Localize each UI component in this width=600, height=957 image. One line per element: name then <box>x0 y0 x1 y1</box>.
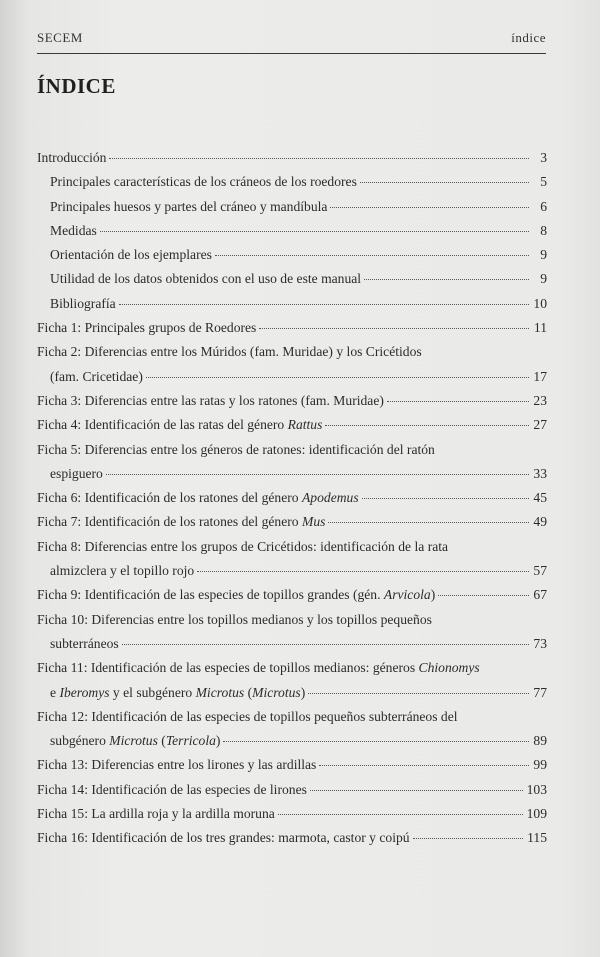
dot-leader <box>197 571 529 572</box>
toc-text: Ficha 15: La ardilla roja y la ardilla moruna <box>37 806 275 822</box>
toc-text: Ficha 7: Identificación de los ratones del género <box>37 514 302 530</box>
toc-italic-text: Terricola <box>165 733 216 749</box>
toc-entry-line <box>37 632 547 656</box>
toc-italic-text: Microtus <box>252 684 301 700</box>
header-section: índice <box>511 30 546 45</box>
toc-entry-title <box>37 413 322 437</box>
toc-page-number: 17 <box>533 368 547 384</box>
toc-entry[interactable] <box>37 656 547 705</box>
toc-page-number: 67 <box>533 587 547 603</box>
toc-italic-text: Iberomys <box>59 684 110 700</box>
toc-page-number: 99 <box>533 757 547 773</box>
dot-leader <box>215 255 529 256</box>
toc-entry-line <box>50 292 547 316</box>
toc-text: Ficha 12: Identificación de las especies de topillos pequeños subterráneos del <box>37 708 458 724</box>
toc-text: Ficha 8: Diferencias entre los grupos de Cricétidos: identificación de la rata <box>37 538 449 554</box>
toc-entry[interactable] <box>37 510 547 534</box>
toc-entry-first-line <box>37 608 547 632</box>
toc-entry-title <box>37 778 307 802</box>
toc-entry-title <box>37 146 106 170</box>
toc-text: Ficha 9: Identificación de las especies de topillos grandes (gén. <box>37 587 384 603</box>
toc-page-number: 89 <box>533 733 547 749</box>
toc-page-number: 10 <box>533 295 547 311</box>
toc-entry-first-line <box>37 705 547 729</box>
toc-text: Ficha 1: Principales grupos de Roedores <box>37 320 257 336</box>
toc-page-number: 49 <box>533 514 547 530</box>
toc-entry-title <box>37 583 435 607</box>
toc-text: Ficha 13: Diferencias entre los lirones y las ardillas <box>37 757 317 773</box>
toc-entry-title <box>50 219 97 243</box>
dot-leader <box>100 231 529 232</box>
toc-entry-title <box>37 316 256 340</box>
toc-text: e <box>50 684 60 700</box>
toc-text: espiguero <box>50 465 103 481</box>
toc-entry[interactable] <box>37 438 547 487</box>
toc-entry-title <box>50 267 361 291</box>
toc-page-number: 77 <box>533 684 547 700</box>
dot-leader <box>146 377 529 378</box>
toc-text: Ficha 16: Identificación de los tres grandes: marmota, castor y coipú <box>37 830 410 846</box>
toc-italic-text: Chionomys <box>418 660 480 676</box>
toc-entry-line <box>37 681 547 705</box>
header-publisher: SECEM <box>37 30 83 45</box>
toc-entry[interactable] <box>37 778 547 802</box>
toc-entry[interactable] <box>37 243 547 267</box>
toc-text: Utilidad de los datos obtenidos con el uso de este manual <box>50 271 362 287</box>
toc-entry-line <box>37 146 547 170</box>
toc-entry[interactable] <box>37 826 547 850</box>
toc-entry-line <box>37 729 547 753</box>
toc-entry-title <box>50 170 357 194</box>
toc-entry-title <box>50 729 220 753</box>
toc-text: Ficha 11: Identificación de las especies de topillos medianos: géneros <box>37 660 419 676</box>
toc-entry-line <box>50 267 547 291</box>
dot-leader <box>438 595 529 596</box>
toc-entry-line <box>50 170 547 194</box>
toc-text: subterráneos <box>50 635 119 651</box>
toc-entry-first-line <box>37 656 547 680</box>
toc-text: Ficha 4: Identificación de las ratas del género <box>37 417 288 433</box>
toc-entry-line <box>37 462 547 486</box>
toc-text: almizclera y el topillo rojo <box>50 563 195 579</box>
toc-entry[interactable] <box>37 170 547 194</box>
dot-leader <box>325 425 529 426</box>
toc-text: Ficha 2: Diferencias entre los Múridos (fam. Muridae) y los Cricétidos <box>37 344 422 360</box>
toc-entry-line <box>37 413 547 437</box>
toc-text: ) <box>215 733 221 749</box>
toc-page-number: 8 <box>540 222 547 238</box>
toc-entry-title <box>37 826 410 850</box>
toc-entry-title <box>37 802 275 826</box>
dot-leader <box>109 158 529 159</box>
toc-entry-line <box>37 802 547 826</box>
toc-entry[interactable] <box>37 705 547 754</box>
toc-entry-title <box>37 389 384 413</box>
toc-entry[interactable] <box>37 413 547 437</box>
toc-entry-title <box>37 486 359 510</box>
toc-page-number: 45 <box>533 490 547 506</box>
toc-entry-title <box>50 559 194 583</box>
toc-italic-text: Mus <box>302 514 326 530</box>
toc-entry-line <box>37 316 547 340</box>
toc-entry[interactable] <box>37 802 547 826</box>
toc-page-number: 115 <box>527 830 547 846</box>
toc-page-number: 73 <box>533 635 547 651</box>
dot-leader <box>362 498 529 499</box>
dot-leader <box>259 328 529 329</box>
toc-entry-line <box>37 559 547 583</box>
dot-leader <box>413 838 524 839</box>
toc-text: ) <box>430 587 436 603</box>
toc-page-number: 9 <box>540 247 547 263</box>
dot-leader <box>122 644 529 645</box>
toc-entry[interactable] <box>37 535 547 584</box>
dot-leader <box>360 182 529 183</box>
toc-entry-title <box>50 243 212 267</box>
dot-leader <box>364 279 529 280</box>
toc-page-number: 6 <box>540 198 547 214</box>
dot-leader <box>310 790 523 791</box>
dot-leader <box>387 401 529 402</box>
toc-text: Medidas <box>50 222 97 238</box>
toc-text: Ficha 10: Diferencias entre los topillos medianos y los topillos pequeños <box>37 611 432 627</box>
dot-leader <box>223 741 529 742</box>
toc-entry-line <box>37 753 547 777</box>
toc-entry[interactable] <box>37 195 547 219</box>
toc-entry-line <box>37 486 547 510</box>
toc-page-number: 11 <box>533 320 547 336</box>
toc-text: Ficha 14: Identificación de las especies de lirones <box>37 781 307 797</box>
dot-leader <box>319 765 529 766</box>
toc-entry-line <box>37 365 547 389</box>
toc-text: y el subgénero <box>109 684 196 700</box>
toc-entry-line <box>50 243 547 267</box>
toc-page-number: 57 <box>533 563 547 579</box>
toc-page-number: 109 <box>526 806 547 822</box>
page-title: ÍNDICE <box>37 74 116 98</box>
toc-entry-title <box>50 681 305 705</box>
toc-entry[interactable] <box>37 583 547 607</box>
toc-text: Ficha 6: Identificación de los ratones del género <box>37 490 302 506</box>
dot-leader <box>278 814 523 815</box>
toc-entry-title <box>50 462 103 486</box>
dot-leader <box>328 522 529 523</box>
toc-page-number: 23 <box>533 392 547 408</box>
toc-text: Principales características de los cráneos de los roedores <box>50 174 357 190</box>
toc-entry-title <box>50 292 116 316</box>
toc-entry-title <box>37 753 316 777</box>
toc-entry-title <box>50 632 119 656</box>
toc-text: Orientación de los ejemplares <box>50 247 212 263</box>
dot-leader <box>330 207 529 208</box>
toc-text: (fam. Cricetidae) <box>50 368 143 384</box>
toc-text: ( <box>244 684 253 700</box>
toc-page-number: 103 <box>526 781 547 797</box>
toc-text: ( <box>157 733 166 749</box>
toc-entry-line <box>37 583 547 607</box>
toc-page-number: 9 <box>540 271 547 287</box>
toc-text: Principales huesos y partes del cráneo y mandíbula <box>50 198 328 214</box>
toc-page-number: 27 <box>533 417 547 433</box>
toc-entry[interactable] <box>37 486 547 510</box>
toc-entry[interactable] <box>37 292 547 316</box>
toc-italic-text: Arvicola <box>383 587 431 603</box>
toc-entry-line <box>37 510 547 534</box>
toc-text: ) <box>300 684 306 700</box>
toc-entry-first-line <box>37 535 547 559</box>
toc-entry[interactable] <box>37 267 547 291</box>
toc-entry[interactable] <box>37 753 547 777</box>
toc-entry-line <box>50 195 547 219</box>
toc-italic-text: Rattus <box>287 417 323 433</box>
toc-entry-title <box>50 365 143 389</box>
toc-page-number: 5 <box>540 174 547 190</box>
toc-text: Introducción <box>37 150 107 165</box>
toc-italic-text: Apodemus <box>302 490 359 506</box>
toc-entry[interactable] <box>37 608 547 657</box>
toc-entry-line <box>50 219 547 243</box>
toc-entry-title <box>50 195 327 219</box>
toc-text: subgénero <box>50 733 110 749</box>
toc-text: Bibliografía <box>50 295 116 311</box>
toc-entry-line <box>37 778 547 802</box>
toc-entry[interactable] <box>37 316 547 340</box>
toc-page-number: 33 <box>533 465 547 481</box>
toc-text: Ficha 3: Diferencias entre las ratas y los ratones (fam. Muridae) <box>37 392 384 408</box>
toc-text: Ficha 5: Diferencias entre los géneros de ratones: identificación del ratón <box>37 441 435 457</box>
toc-entry-line <box>37 826 547 850</box>
running-header <box>37 29 546 54</box>
toc-entry-line <box>37 389 547 413</box>
dot-leader <box>119 304 529 305</box>
table-of-contents <box>37 146 547 851</box>
dot-leader <box>106 474 529 475</box>
toc-entry-first-line <box>37 438 547 462</box>
toc-page-number: 3 <box>540 150 547 165</box>
toc-entry[interactable] <box>37 389 547 413</box>
toc-italic-text: Microtus <box>109 733 158 749</box>
toc-entry[interactable] <box>37 219 547 243</box>
toc-entry-title <box>37 510 325 534</box>
toc-italic-text: Microtus <box>195 684 245 700</box>
dot-leader <box>308 693 529 694</box>
toc-entry-first-line <box>37 340 547 364</box>
toc-entry[interactable] <box>37 340 547 389</box>
toc-entry[interactable] <box>37 146 547 170</box>
